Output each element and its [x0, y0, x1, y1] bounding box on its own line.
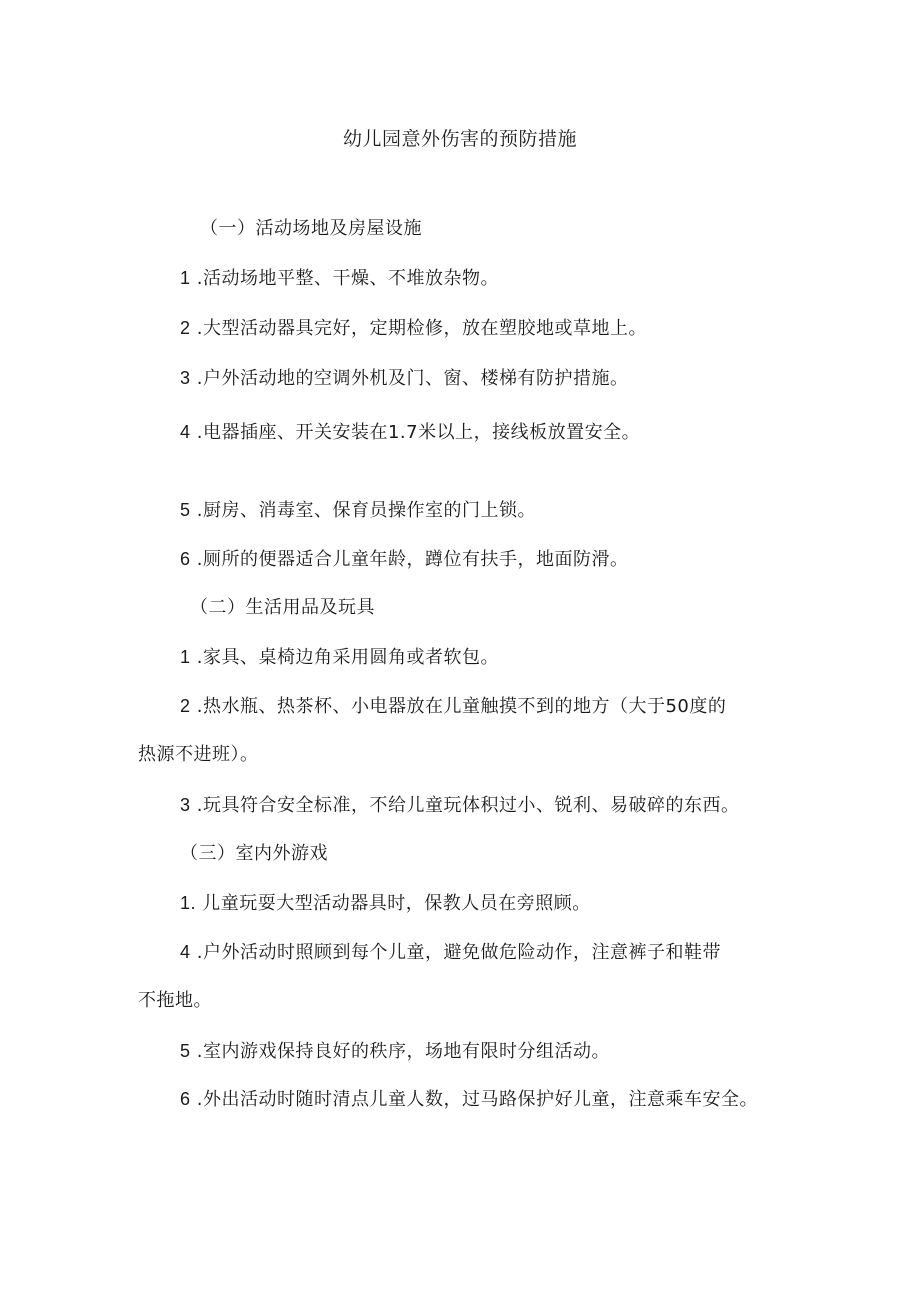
item-number: 1.: [180, 893, 197, 913]
section-heading-2: （二）生活用品及玩具: [190, 597, 375, 618]
item-text: .厕所的便器适合儿童年龄，蹲位有扶手，地面防滑。: [196, 549, 629, 570]
item-text: .活动场地平整、干燥、不堆放杂物。: [196, 268, 499, 289]
list-item: [180, 498, 536, 523]
section-heading-3: （三）室内外游戏: [180, 843, 328, 864]
list-item: [180, 793, 739, 818]
list-item-continuation: 热源不进班）。: [138, 744, 259, 765]
item-number: 4: [180, 422, 191, 442]
list-item: [180, 366, 628, 391]
item-text: .热水瓶、热茶杯、小电器放在儿童触摸不到的地方（大于50度的: [196, 696, 727, 717]
item-number: 6: [180, 549, 191, 569]
list-item: [180, 547, 628, 572]
item-text: .户外活动时照顾到每个儿童，避免做危险动作，注意裤子和鞋带: [196, 942, 721, 963]
item-number: 3: [180, 795, 191, 815]
item-text: .大型活动器具完好，定期检修，放在塑胶地或草地上。: [196, 318, 647, 339]
list-item: [180, 694, 726, 719]
section-heading-1: （一）活动场地及房屋设施: [200, 218, 422, 239]
list-item: [180, 1087, 758, 1112]
item-text: .电器插座、开关安装在1.7米以上，接线板放置安全。: [196, 422, 641, 443]
list-item: [180, 940, 721, 965]
item-number: 2: [180, 318, 191, 338]
item-text: .外出活动时随时清点儿童人数，过马路保护好儿童，注意乘车安全。: [196, 1089, 758, 1110]
item-number: 1: [180, 268, 191, 288]
item-text: 儿童玩耍大型活动器具时，保教人员在旁照顾。: [202, 893, 591, 914]
list-item: [180, 891, 591, 916]
item-number: 3: [180, 368, 191, 388]
item-number: 2: [180, 696, 191, 716]
item-text: .室内游戏保持良好的秩序，场地有限时分组活动。: [196, 1041, 610, 1062]
item-number: 5: [180, 1041, 191, 1061]
item-text: .户外活动地的空调外机及门、窗、楼梯有防护措施。: [196, 368, 629, 389]
item-number: 5: [180, 500, 191, 520]
list-item: [180, 266, 499, 291]
item-text: .家具、桌椅边角采用圆角或者软包。: [196, 647, 499, 668]
list-item: [180, 645, 499, 670]
list-item-continuation: 不拖地。: [138, 990, 212, 1011]
item-text: .玩具符合安全标准，不给儿童玩体积过小、锐利、易破碎的东西。: [196, 795, 740, 816]
item-number: 4: [180, 942, 191, 962]
list-item: [180, 1039, 610, 1064]
list-item: [180, 420, 640, 445]
page-title: 幼儿园意外伤害的预防措施: [342, 128, 577, 150]
item-number: 1: [180, 647, 191, 667]
item-text: .厨房、消毒室、保育员操作室的门上锁。: [196, 500, 536, 521]
item-number: 6: [180, 1089, 191, 1109]
list-item: [180, 316, 647, 341]
